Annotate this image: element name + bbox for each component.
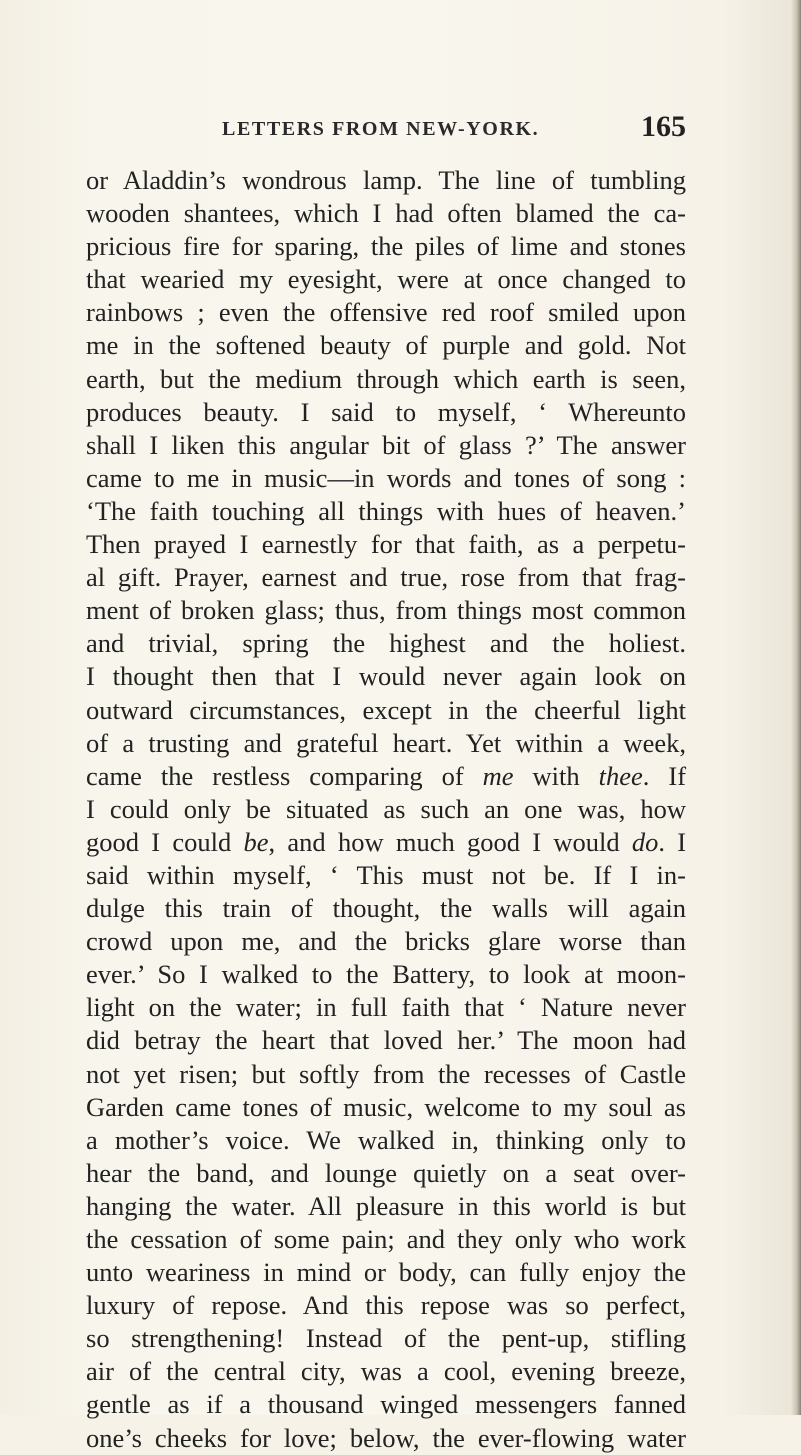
text-line: outward circumstances, except in the cheerful light [86, 694, 686, 725]
text-line: not yet risen; but softly from the recesses of Castle [86, 1058, 686, 1089]
text-line: hanging the water. All pleasure in this world is but [86, 1190, 686, 1221]
page-number: 165 [641, 110, 686, 143]
text-line: did betray the heart that loved her.’ The moon had [86, 1025, 686, 1056]
text-line: of a trusting and grateful heart. Yet within a week, [86, 727, 686, 758]
text-line: wooden shantees, which I had often blamed the ca- [86, 198, 686, 229]
text-line: ever.’ So I walked to the Battery, to look at moon- [86, 959, 686, 990]
text-line: luxury of repose. And this repose was so perfect, [86, 1290, 686, 1321]
text-line: crowd upon me, and the bricks glare worse than [86, 926, 686, 957]
text-line: and trivial, spring the highest and the holiest. [86, 628, 686, 659]
text-line: the cessation of some pain; and they only who work [86, 1224, 686, 1254]
text-line: unto weariness in mind or body, can fully enjoy the [86, 1257, 686, 1288]
text-line: Then prayed I earnestly for that faith, as a perpetu- [86, 529, 686, 560]
text-line: I could only be situated as such an one was, how [86, 793, 686, 824]
text-line: one’s cheeks for love; below, the ever-flowing water [86, 1422, 686, 1453]
text-line: I thought then that I would never again look on [86, 661, 686, 692]
text-line: said within myself, ‘ This must not be. If I in- [86, 859, 686, 890]
text-line: me in the softened beauty of purple and gold. Not [86, 330, 686, 361]
text-line: that wearied my eyesight, were at once changed to [86, 264, 686, 295]
text-line: earth, but the medium through which earth is seen, [86, 363, 686, 394]
text-line: pricious fire for sparing, the piles of lime and stones [86, 231, 686, 262]
text-line: a mother’s voice. We walked in, thinking only to [86, 1124, 686, 1155]
text-line: good I could be, and how much good I would do. I [86, 826, 687, 857]
page-header [222, 110, 692, 150]
text-line: shall I liken this angular bit of glass ?’ The answer [86, 429, 686, 460]
running-head: LETTERS FROM NEW-YORK. [222, 118, 540, 140]
text-line: light on the water; in full faith that ‘ Nature never [86, 992, 686, 1023]
text-line: hear the band, and lounge quietly on a seat over- [86, 1157, 686, 1188]
text-line: Garden came tones of music, welcome to my soul as [86, 1091, 686, 1122]
text-line: rainbows ; even the offensive red roof smiled upon [86, 297, 686, 328]
text-line: air of the central city, was a cool, evening breeze, [86, 1356, 686, 1387]
text-line: so strengthening! Instead of the pent-up, stifling [86, 1323, 686, 1354]
body-text [86, 164, 686, 1455]
text-line: dulge this train of thought, the walls will again [86, 893, 686, 924]
text-line: or Aladdin’s wondrous lamp. The line of tumbling [86, 165, 686, 195]
text-line: came to me in music—in words and tones of song : [86, 462, 686, 493]
text-line: ‘The faith touching all things with hues of heaven.’ [86, 495, 686, 526]
page-edge-shadow [791, 0, 801, 1415]
text-line: gentle as if a thousand winged messengers fanned [86, 1389, 686, 1420]
text-line: came the restless comparing of me with thee. If [86, 760, 687, 791]
text-line: al gift. Prayer, earnest and true, rose from that frag- [86, 562, 686, 593]
text-line: ment of broken glass; thus, from things most common [86, 595, 686, 626]
text-line: produces beauty. I said to myself, ‘ Whereunto [86, 396, 686, 427]
